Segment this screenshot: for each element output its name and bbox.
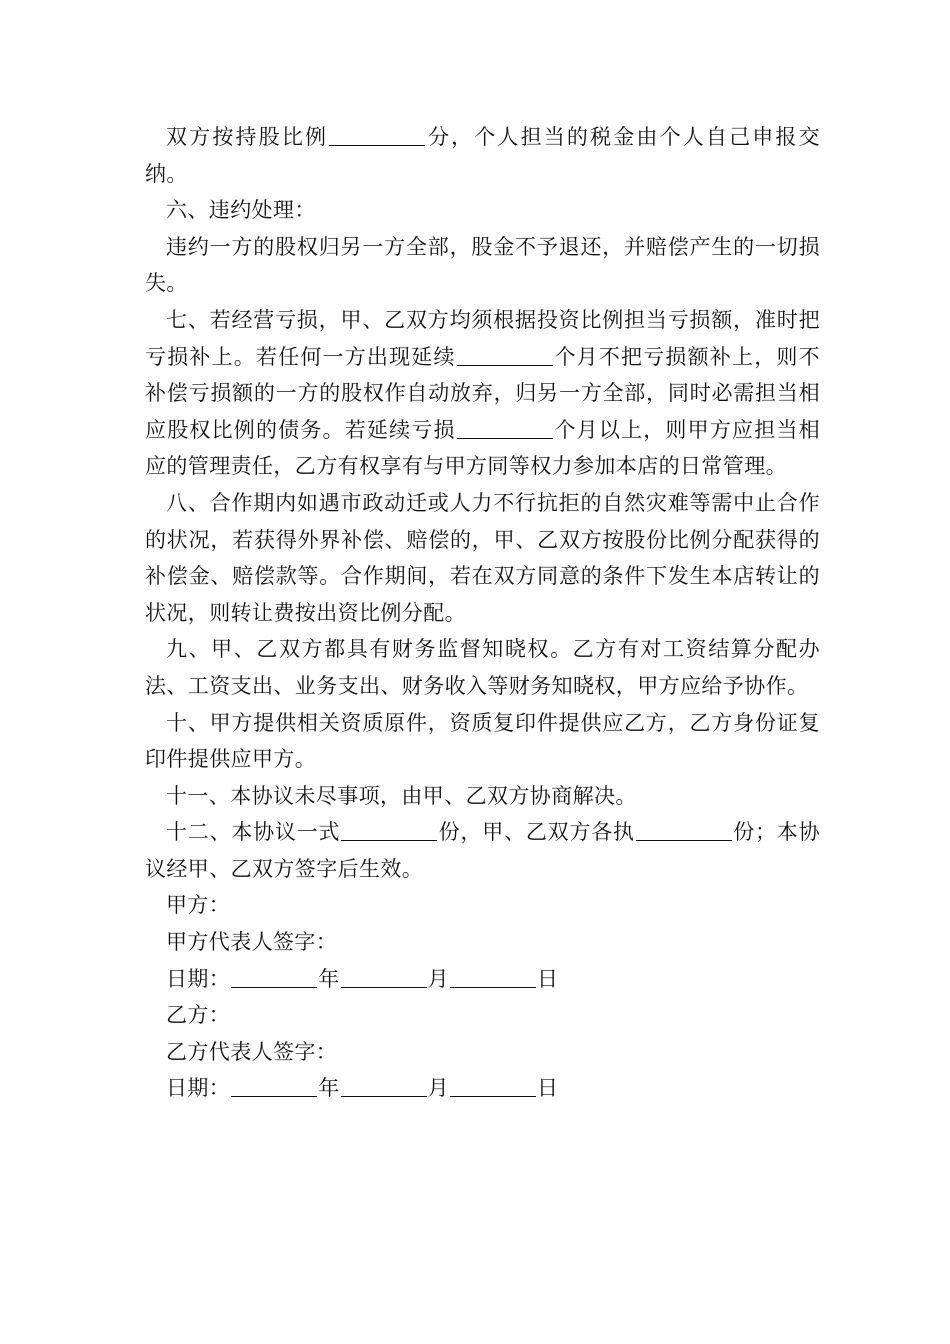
month-blank[interactable] [341, 1072, 427, 1097]
year-blank[interactable] [231, 1072, 317, 1097]
clause-text: 十一、本协议未尽事项，由甲、乙双方协商解决。 [166, 783, 637, 808]
year-label: 年 [318, 966, 340, 991]
clause-text: 个月以上，则甲方应担当相应的管理责任，乙方有权享有与甲方同等权力参加本店的日常管理。 [145, 417, 820, 479]
party-b-rep-signature: 乙方代表人签字： [166, 1039, 338, 1064]
fill-blank[interactable] [636, 816, 732, 841]
clause-breach [145, 229, 820, 302]
clause-heading-breach [145, 192, 820, 229]
date-label: 日期： [166, 966, 231, 991]
year-label: 年 [318, 1076, 340, 1101]
party-a-date [145, 961, 820, 998]
party-b-label: 乙方： [166, 1003, 231, 1028]
clause-7-loss [145, 302, 820, 485]
clause-8-relocation [145, 485, 820, 631]
clause-text: 八、合作期内如遇市政动迁或人力不行抗拒的自然灾难等需中止合作的状况，若获得外界补偿、赔偿的，甲、乙双方按股份比例分配获得的补偿金、赔偿款等。合作期间，若在双方同意的条件下发生本店转让的状况，则转让费按出资比例分配。 [145, 490, 820, 625]
clause-text: 六、违约处理： [166, 198, 316, 223]
clause-text: 七、若经营亏损，甲、乙双方均须根据投资比例担当亏损额，准时把亏损补上。若任何一方出现延续 [145, 307, 820, 369]
fill-blank[interactable] [457, 414, 553, 439]
year-blank[interactable] [231, 963, 317, 988]
clause-text: 双方按持股比例 [166, 125, 329, 149]
clause-9-finance [145, 631, 820, 704]
fill-blank[interactable] [341, 816, 437, 841]
clause-11-negotiation [145, 778, 820, 815]
clause-text: 十、甲方提供相关资质原件，资质复印件提供应乙方，乙方身份证复印件提供应甲方。 [145, 710, 820, 772]
day-label: 日 [537, 966, 559, 991]
month-label: 月 [427, 966, 450, 991]
date-label: 日期： [166, 1076, 231, 1101]
fill-blank[interactable] [329, 121, 425, 146]
clause-text: 十二、本协议一式 [166, 820, 341, 845]
party-a-rep-signature: 甲方代表人签字： [166, 930, 338, 955]
clause-text: 违约一方的股权归另一方全部，股金不予退还，并赔偿产生的一切损失。 [145, 234, 820, 296]
month-label: 月 [427, 1076, 450, 1101]
fill-blank[interactable] [457, 341, 553, 366]
clause-text: 个月不把亏损额补上，则不补偿亏损额的一方的股权作自动放弃，归另一方全部，同时必需担当相应股权比例的债务。若延续亏损 [145, 344, 820, 442]
clause-text: 九、甲、乙双方都具有财务监督知晓权。乙方有对工资结算分配办法、工资支出、业务支出、财务收入等财务知晓权，甲方应给予协作。 [145, 637, 820, 698]
clause-profit-share [145, 119, 820, 192]
clause-12-copies [145, 814, 820, 887]
day-blank[interactable] [450, 1072, 536, 1097]
clause-text: 份；本协议经甲、乙双方签字后生效。 [145, 820, 820, 881]
party-a-label: 甲方： [166, 893, 231, 918]
day-label: 日 [537, 1076, 559, 1101]
clause-text: 分，个人担当的税金由个人自己申报交纳。 [145, 125, 820, 186]
party-b-date [145, 1070, 820, 1107]
clause-text: 份，甲、乙双方各执 [438, 820, 635, 845]
month-blank[interactable] [341, 963, 427, 988]
clause-10-documents [145, 705, 820, 778]
day-blank[interactable] [450, 963, 536, 988]
